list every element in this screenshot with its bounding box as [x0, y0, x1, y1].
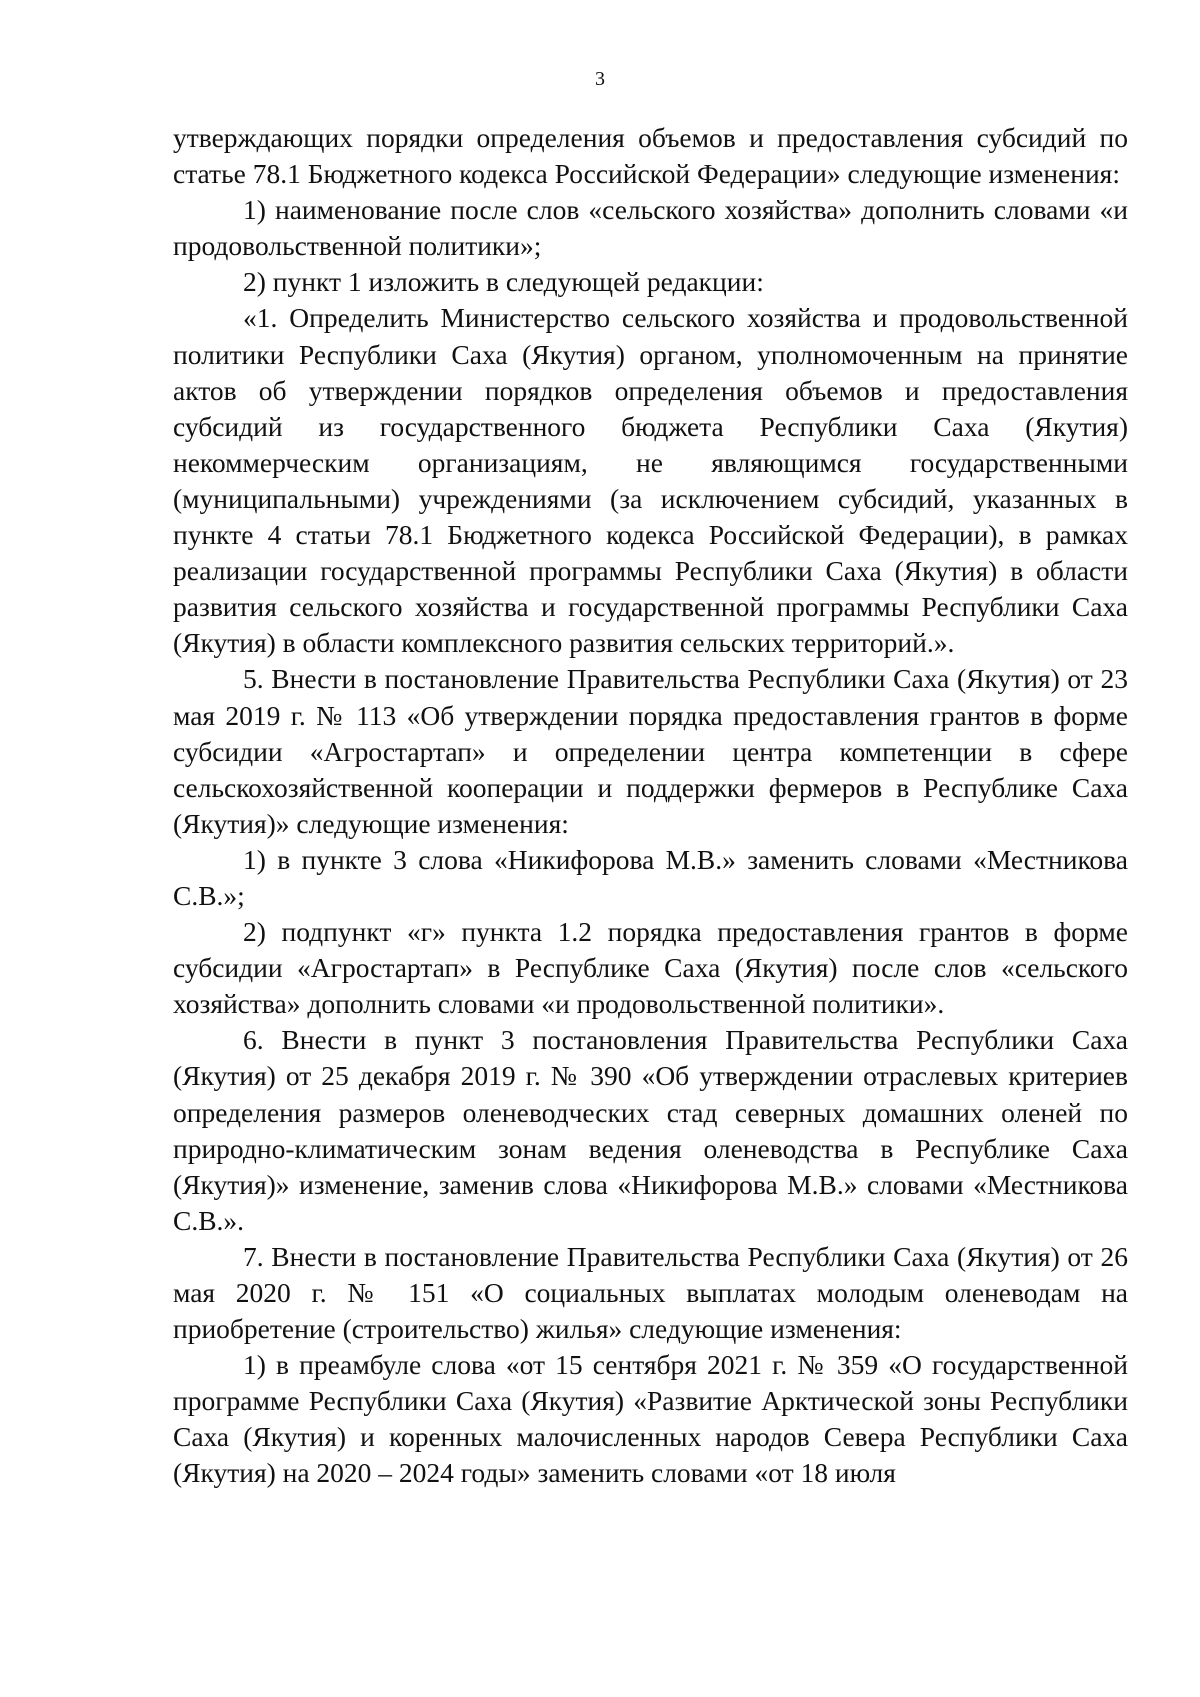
paragraph: 1) наименование после слов «сельского хозяйства» дополнить словами «и продовольственной политики»; — [173, 194, 1128, 262]
page-number: 3 — [595, 68, 605, 90]
paragraph: 2) пункт 1 изложить в следующей редакции: — [243, 266, 764, 298]
paragraph: 7. Внести в постановление Правительства Республики Саха (Якутия) от 26 мая 2020 г. № 151 «О социальных выплатах молодым оленеводам на приобретение (строительство) жилья» следующие изменения: — [173, 1240, 1128, 1345]
paragraph-continuation: утверждающих порядки определения объемов и предоставления субсидий по статье 78.1 Бюджетного кодекса Российской Федерации» следующие изменения: — [173, 122, 1128, 190]
paragraph: 1) в пункте 3 слова «Никифорова М.В.» заменить словами «Местникова С.В.»; — [173, 843, 1128, 911]
paragraph: 5. Внести в постановление Правительства Республики Саха (Якутия) от 23 мая 2019 г. № 113 «Об утверждении порядка предоставления грантов в форме субсидии «Агростартап» и определении центра компетенции в сфере сельскохозяйственной кооперации и поддержки фермеров в Республике Саха (Якутия)» следующие изменения: — [173, 663, 1128, 839]
paragraph: «1. Определить Министерство сельского хозяйства и продовольственной политики Республики Саха (Якутия) органом, уполномоченным на принятие актов об утверждении порядков определения объемов и предоставления субсидий из государственного бюджета Республики Саха (Якутия) некоммерческим организациям, не являющимся государственными (муниципальными) учреждениями (за исключением субсидий, указанных в пункте 4 статьи 78.1 Бюджетного кодекса Российской Федерации), в рамках реализации государственной программы Республики Саха (Якутия) в области развития сельского хозяйства и государственной программы Республики Саха (Якутия) в области комплексного развития сельских территорий.». — [173, 302, 1128, 659]
paragraph: 1) в преамбуле слова «от 15 сентября 2021 г. № 359 «О государственной программе Республики Саха (Якутия) «Развитие Арктической зоны Республики Саха (Якутия) и коренных малочисленных народов Севера Республики Саха (Якутия) на 2020 – 2024 годы» заменить словами «от 18 июля — [173, 1349, 1128, 1489]
document-body — [173, 120, 1128, 1492]
paragraph: 6. Внести в пункт 3 постановления Правительства Республики Саха (Якутия) от 25 декабря 2019 г. № 390 «Об утверждении отраслевых критериев определения размеров оленеводческих стад северных домашних оленей по природно-климатическим зонам ведения оленеводства в Республике Саха (Якутия)» изменение, заменив слова «Никифорова М.В.» словами «Местникова С.В.». — [173, 1024, 1128, 1236]
paragraph: 2) подпункт «г» пункта 1.2 порядка предоставления грантов в форме субсидии «Агростартап» в Республике Саха (Якутия) после слов «сельского хозяйства» дополнить словами «и продовольственной политики». — [173, 916, 1128, 1020]
